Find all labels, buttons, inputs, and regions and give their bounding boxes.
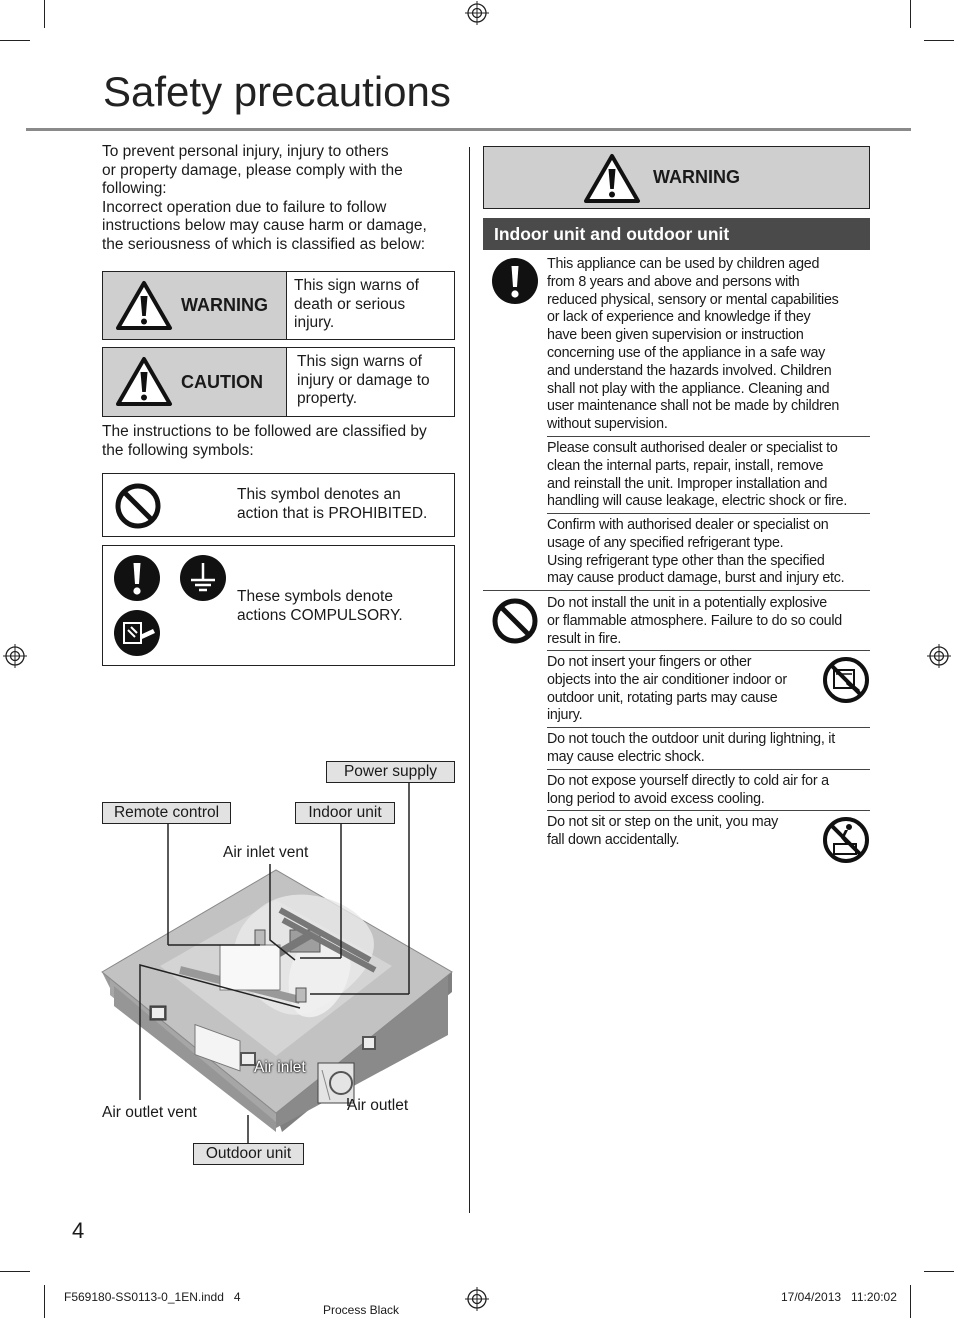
compulsory-item-dealer: Please consult authorised dealer or specialist to clean the internal parts, repair, install, remove and reinstall the unit. Improper installation and handling will cause leakage, electric shock or fire. — [547, 440, 848, 510]
warning-sign-box — [102, 271, 455, 340]
earth-ground-icon — [179, 554, 227, 602]
no-stepping-icon — [822, 816, 870, 864]
outdoor-unit-label: Outdoor unit — [193, 1143, 304, 1165]
warning-banner-label: WARNING — [653, 167, 740, 187]
air-outlet-label: Air outlet — [347, 1097, 409, 1114]
prohibited-item-lightning: Do not touch the outdoor unit during lightning, it may cause electric shock. — [547, 731, 835, 765]
registration-mark-right — [927, 644, 951, 668]
registration-mark-top — [465, 1, 489, 25]
prohibited-icon — [491, 597, 539, 645]
registration-mark-bottom — [465, 1287, 489, 1311]
footer-file: F569180-SS0113-0_1EN.indd 4 — [64, 1290, 241, 1304]
remote-control-label: Remote control — [102, 802, 231, 824]
separator — [547, 436, 870, 437]
section-header: Indoor unit and outdoor unit — [483, 218, 870, 250]
air-inlet-label: Air inlet — [254, 1059, 306, 1076]
registration-mark-left — [3, 644, 27, 668]
air-inlet-vent-label: Air inlet vent — [223, 844, 309, 861]
no-fingers-icon — [822, 656, 870, 704]
warning-description: This sign warns of death or serious injury. — [294, 277, 419, 331]
air-outlet-vent-label: Air outlet vent — [102, 1104, 197, 1121]
intro-text: To prevent personal injury, injury to others or property damage, please comply with the following: Incorrect operation due to failure to follow instructions below may cause harm or damage, the seriousness of which is classified as below: — [102, 143, 427, 253]
title-rule — [26, 128, 911, 131]
exclamation-icon — [113, 554, 161, 602]
prohibited-description: This symbol denotes an action that is PROHIBITED. — [237, 486, 428, 522]
exclamation-icon — [491, 257, 539, 305]
separator — [547, 727, 870, 728]
symbols-intro: The instructions to be followed are classified by the following symbols: — [102, 423, 427, 459]
separator — [547, 810, 870, 811]
compulsory-symbol-box — [102, 545, 455, 666]
prohibited-symbol-box — [102, 473, 455, 537]
column-divider — [469, 147, 470, 1213]
warning-triangle-icon — [115, 280, 173, 332]
compulsory-item-children: This appliance can be used by children aged from 8 years and above and persons with reduced physical, sensory or mental capabilities or lack of experience and knowledge if they have been given supervision or instruction concerning use of the appliance in a safe way and understand the hazards involved. Children shall not play with the appliance. Cleaning and user maintenance shall not be made by children without supervision. — [547, 256, 840, 433]
compulsory-description: These symbols denote actions COMPULSORY. — [237, 588, 403, 624]
page-title: Safety precautions — [103, 68, 451, 115]
footer-datetime: 17/04/2013 11:20:02 — [781, 1290, 897, 1304]
indoor-unit-label: Indoor unit — [295, 802, 395, 824]
warning-triangle-icon — [583, 153, 641, 205]
separator-full — [483, 590, 870, 591]
prohibited-icon — [114, 482, 162, 530]
caution-description: This sign warns of injury or damage to property. — [297, 353, 430, 407]
prohibited-item-sit-step: Do not sit or step on the unit, you may fall down accidentally. — [547, 814, 779, 848]
separator — [547, 650, 870, 651]
warning-label: WARNING — [181, 295, 268, 315]
caution-sign-box — [102, 347, 455, 417]
warning-banner — [483, 146, 870, 209]
prohibited-item-fingers: Do not insert your fingers or other objects into the air conditioner indoor or outdoor unit, rotating parts may cause injury. — [547, 654, 787, 724]
compulsory-item-refrigerant: Confirm with authorised dealer or specialist on usage of any specified refrigerant type. Using refrigerant type other than the specified may cause product damage, burst and injury etc. — [547, 517, 845, 587]
prohibited-item-cold-air: Do not expose yourself directly to cold air for a long period to avoid excess cooling. — [547, 773, 829, 807]
separator — [547, 513, 870, 514]
caution-triangle-icon — [115, 356, 173, 408]
separator — [547, 769, 870, 770]
prohibited-item-explosive: Do not install the unit in a potentially explosive or flammable atmosphere. Failure to do so could result in fire. — [547, 595, 842, 647]
unplug-icon — [113, 609, 161, 657]
footer-process: Process Black — [323, 1303, 400, 1317]
power-supply-label: Power supply — [326, 761, 455, 783]
page-number: 4 — [72, 1218, 85, 1243]
caution-label: CAUTION — [181, 371, 263, 392]
